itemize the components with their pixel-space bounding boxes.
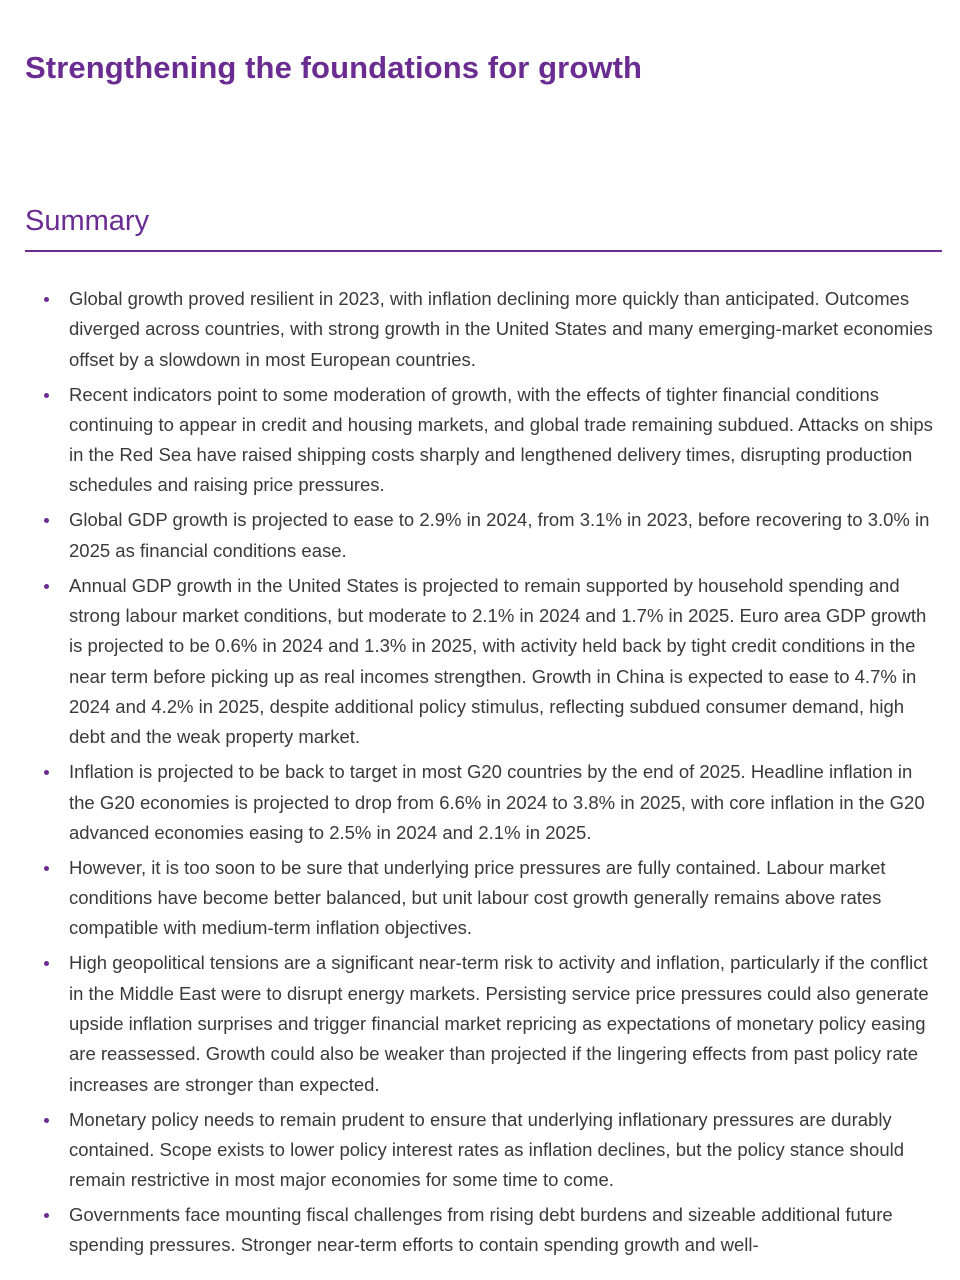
bullet-icon (44, 866, 49, 871)
list-item (25, 948, 942, 1099)
list-item (25, 757, 942, 848)
list-item (25, 1105, 942, 1196)
list-item (25, 1200, 942, 1261)
list-item (25, 853, 942, 944)
list-item (25, 571, 942, 753)
list-item (25, 380, 942, 501)
list-item (25, 284, 942, 375)
list-item-text: Governments face mounting fiscal challenges from rising debt burdens and sizeable additional future spending pressures. Stronger near-term efforts to contain spending growth and well- (69, 1204, 893, 1256)
page-title: Strengthening the foundations for growth (25, 50, 643, 85)
summary-section (25, 205, 942, 1265)
bullet-icon (44, 961, 49, 966)
bullet-icon (44, 584, 49, 589)
bullet-icon (44, 393, 49, 398)
bullet-icon (44, 1213, 49, 1218)
summary-heading: Summary (25, 205, 942, 252)
list-item-text: Monetary policy needs to remain prudent to ensure that underlying inflationary pressures are durably contained. Scope exists to lower policy interest rates as inflation declines, but the policy stance should remain restrictive in most major economies for some time to come. (69, 1108, 905, 1191)
list-item-text: Recent indicators point to some moderation of growth, with the effects of tighter financial conditions continuing to appear in credit and housing markets, and global trade remaining subdued. Attacks on ships in the Red Sea have raised shipping costs sharply and lengthened delivery times, disrupting production schedules and raising price pressures. (69, 383, 933, 496)
bullet-icon (44, 297, 49, 302)
list-item (25, 505, 942, 566)
list-item-text: Global GDP growth is projected to ease to 2.9% in 2024, from 3.1% in 2023, before recovering to 3.0% in 2025 as financial conditions ease. (69, 509, 930, 561)
list-item-text: Annual GDP growth in the United States is projected to remain supported by household spending and strong labour market conditions, but moderate to 2.1% in 2024 and 1.7% in 2025. Euro area GDP growth is projected to be 0.6% in 2024 and 1.3% in 2025, with activity held back by tight credit conditions in the near term before picking up as real incomes strengthen. Growth in China is expected to ease to 4.7% in 2024 and 4.2% in 2025, despite additional policy stimulus, reflecting subdued consumer demand, high debt and the weak property market. (69, 574, 927, 748)
list-item-text: Global growth proved resilient in 2023, with inflation declining more quickly than anticipated. Outcomes diverged across countries, with strong growth in the United States and many emerging-market economies offset by a slowdown in most European countries. (69, 288, 933, 370)
bullet-icon (44, 518, 49, 523)
list-item-text: High geopolitical tensions are a significant near-term risk to activity and inflation, particularly if the conflict in the Middle East were to disrupt energy markets. Persisting service price pressures could also generate upside inflation surprises and trigger financial market repricing as expectations of monetary policy easing are reassessed. Growth could also be weaker than projected if the lingering effects from past policy rate increases are stronger than expected. (69, 952, 929, 1095)
summary-list (25, 284, 942, 1261)
bullet-icon (44, 1118, 49, 1123)
list-item-text: Inflation is projected to be back to target in most G20 countries by the end of 2025. Headline inflation in the G20 economies is projected to drop from 6.6% in 2024 to 3.8% in 2025, with core inflation in the G20 advanced economies easing to 2.5% in 2024 and 2.1% in 2025. (69, 761, 925, 843)
list-item-text: However, it is too soon to be sure that underlying price pressures are fully contained. Labour market conditions have become better balanced, but unit labour cost growth generally remains above rates compatible with medium-term inflation objectives. (69, 856, 886, 939)
bullet-icon (44, 770, 49, 775)
